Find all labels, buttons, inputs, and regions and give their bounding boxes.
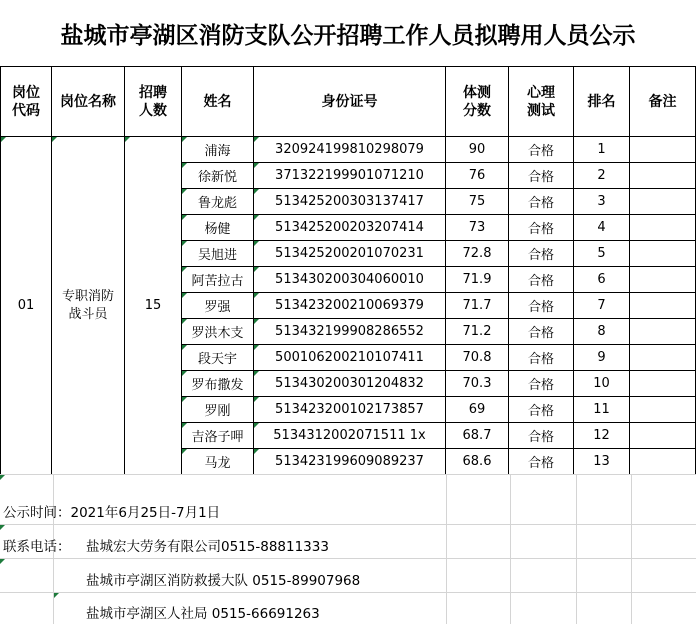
rank-cell: 2 — [574, 163, 630, 189]
fitness-score: 69 — [446, 397, 509, 423]
cell-marker — [54, 593, 59, 598]
fitness-score: 68.6 — [446, 449, 509, 475]
contact-line-2: 盐城市亭湖区消防救援大队 0515-89907968 — [86, 573, 361, 589]
divider — [0, 524, 696, 525]
divider — [0, 558, 696, 559]
fitness-score: 90 — [446, 137, 509, 163]
applicant-id-number: 513423199609089237 — [254, 449, 446, 475]
rank-cell: 7 — [574, 293, 630, 319]
applicant-name: 吉洛子呷 — [182, 423, 254, 449]
divider — [0, 592, 696, 593]
position-code-cell: 01 — [1, 137, 52, 475]
applicant-name: 浦海 — [182, 137, 254, 163]
remark-cell — [630, 449, 696, 475]
fitness-score: 71.2 — [446, 319, 509, 345]
psych-test-result: 合格 — [509, 319, 574, 345]
psych-test-result: 合格 — [509, 163, 574, 189]
fitness-score: 73 — [446, 215, 509, 241]
fitness-score: 70.8 — [446, 345, 509, 371]
page-title: 盐城市亭湖区消防支队公开招聘工作人员拟聘用人员公示 — [60, 21, 636, 49]
applicant-name: 杨健 — [182, 215, 254, 241]
announcement-period: 公示时间：2021年6月25日-7月1日 — [3, 505, 221, 521]
fitness-score: 72.8 — [446, 241, 509, 267]
header-quota: 招聘人数 — [125, 67, 182, 137]
applicant-id-number: 371322199901071210 — [254, 163, 446, 189]
applicant-name: 徐新悦 — [182, 163, 254, 189]
rank-cell: 8 — [574, 319, 630, 345]
table-header-row — [1, 67, 696, 137]
applicant-id-number: 513425200203207414 — [254, 215, 446, 241]
rank-cell: 13 — [574, 449, 630, 475]
rank-cell: 1 — [574, 137, 630, 163]
fitness-score: 68.7 — [446, 423, 509, 449]
applicant-name: 罗刚 — [182, 397, 254, 423]
psych-test-result: 合格 — [509, 267, 574, 293]
rank-cell: 9 — [574, 345, 630, 371]
psych-test-result: 合格 — [509, 371, 574, 397]
header-psych: 心理测试 — [509, 67, 574, 137]
rank-cell: 5 — [574, 241, 630, 267]
applicant-id-number: 320924199810298079 — [254, 137, 446, 163]
rank-cell: 10 — [574, 371, 630, 397]
remark-cell — [630, 345, 696, 371]
applicant-id-number: 500106200210107411 — [254, 345, 446, 371]
position-name-cell: 专职消防战斗员 — [52, 137, 125, 475]
psych-test-result: 合格 — [509, 137, 574, 163]
applicant-name: 吴旭进 — [182, 241, 254, 267]
divider — [576, 474, 577, 624]
remark-cell — [630, 293, 696, 319]
fitness-score: 75 — [446, 189, 509, 215]
psych-test-result: 合格 — [509, 397, 574, 423]
cell-marker — [0, 475, 5, 480]
remark-cell — [630, 423, 696, 449]
psych-test-result: 合格 — [509, 215, 574, 241]
remark-cell — [630, 397, 696, 423]
applicant-id-number: 513425200201070231 — [254, 241, 446, 267]
table-row — [1, 137, 696, 163]
psych-test-result: 合格 — [509, 293, 574, 319]
quota-cell: 15 — [125, 137, 182, 475]
remark-cell — [630, 163, 696, 189]
remark-cell — [630, 189, 696, 215]
header-code: 岗位代码 — [1, 67, 52, 137]
hiring-table — [0, 66, 696, 475]
applicant-id-number: 513423200210069379 — [254, 293, 446, 319]
psych-test-result: 合格 — [509, 423, 574, 449]
remark-cell — [630, 215, 696, 241]
applicant-id-number: 513430200301204832 — [254, 371, 446, 397]
divider — [446, 474, 447, 624]
header-name: 姓名 — [182, 67, 254, 137]
header-position: 岗位名称 — [52, 67, 125, 137]
applicant-name: 马龙 — [182, 449, 254, 475]
applicant-id-number: 5134312002071511 1x — [254, 423, 446, 449]
fitness-score: 71.7 — [446, 293, 509, 319]
applicant-name: 罗布撒发 — [182, 371, 254, 397]
rank-cell: 6 — [574, 267, 630, 293]
cell-marker — [0, 559, 5, 564]
rank-cell: 4 — [574, 215, 630, 241]
applicant-name: 罗洪木支 — [182, 319, 254, 345]
header-remark: 备注 — [630, 67, 696, 137]
applicant-id-number: 513423200102173857 — [254, 397, 446, 423]
divider — [0, 474, 696, 475]
contact-line-3: 盐城市亭湖区人社局 0515-66691263 — [86, 606, 320, 622]
remark-cell — [630, 241, 696, 267]
applicant-id-number: 513425200303137417 — [254, 189, 446, 215]
divider — [510, 474, 511, 624]
contact-label: 联系电话： — [3, 539, 71, 555]
remark-cell — [630, 319, 696, 345]
header-fitness: 体测分数 — [446, 67, 509, 137]
divider — [631, 474, 632, 624]
applicant-id-number: 513432199908286552 — [254, 319, 446, 345]
rank-cell: 3 — [574, 189, 630, 215]
applicant-name: 罗强 — [182, 293, 254, 319]
fitness-score: 71.9 — [446, 267, 509, 293]
psych-test-result: 合格 — [509, 345, 574, 371]
applicant-id-number: 513430200304060010 — [254, 267, 446, 293]
applicant-name: 阿苦拉古 — [182, 267, 254, 293]
remark-cell — [630, 267, 696, 293]
contact-line-1: 盐城宏大劳务有限公司0515-88811333 — [86, 539, 329, 555]
fitness-score: 76 — [446, 163, 509, 189]
rank-cell: 12 — [574, 423, 630, 449]
fitness-score: 70.3 — [446, 371, 509, 397]
header-rank: 排名 — [574, 67, 630, 137]
cell-marker — [0, 525, 5, 530]
header-id: 身份证号 — [254, 67, 446, 137]
applicant-name: 鲁龙彪 — [182, 189, 254, 215]
rank-cell: 11 — [574, 397, 630, 423]
remark-cell — [630, 137, 696, 163]
psych-test-result: 合格 — [509, 189, 574, 215]
remark-cell — [630, 371, 696, 397]
applicant-name: 段天宇 — [182, 345, 254, 371]
psych-test-result: 合格 — [509, 241, 574, 267]
psych-test-result: 合格 — [509, 449, 574, 475]
